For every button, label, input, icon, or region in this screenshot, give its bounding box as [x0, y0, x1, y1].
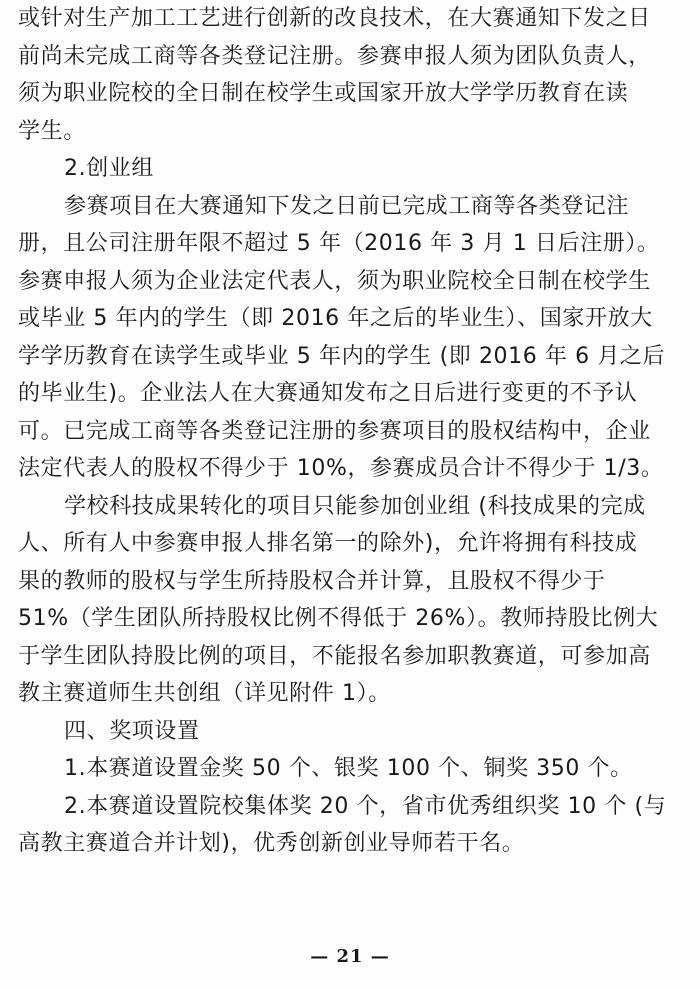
text-line-16: 果的教师的股权与学生所持股权合并计算，且股权不得少于 — [18, 568, 606, 594]
text-line-6: 参赛项目在大赛通知下发之日前已完成工商等各类登记注 — [64, 193, 630, 219]
section-heading-awards: 四、奖项设置 — [64, 718, 200, 744]
text-line-23: 高教主赛道合并计划)，优秀创新创业导师若干名。 — [18, 831, 525, 856]
text-line-21: 1.本赛道设置金奖 50 个、银奖 100 个、铜奖 350 个。 — [64, 756, 633, 781]
text-line-1: 或针对生产加工工艺进行创新的改良技术，在大赛通知下发之日 — [18, 6, 651, 31]
document-body — [18, 0, 684, 863]
text-line-22: 2.本赛道设置院校集体奖 20 个，省市优秀组织奖 10 个 (与 — [64, 793, 667, 819]
text-line-3: 须为职业院校的全日制在校学生或国家开放大学学历教育在读 — [18, 81, 629, 106]
section-heading-startup-group: 2.创业组 — [64, 156, 154, 181]
text-line-9: 或毕业 5 年内的学生（即 2016 年之后的毕业生）、国家开放大 — [18, 306, 653, 331]
text-line-14: 学校科技成果转化的项目只能参加创业组 (科技成果的完成 — [64, 493, 646, 519]
page-number: — 21 — — [310, 946, 390, 967]
text-line-10: 学学历教育在读学生或毕业 5 年内的学生 (即 2016 年 6 月之后 — [18, 343, 666, 369]
text-line-19: 教主赛道师生共创组（详见附件 1）。 — [18, 681, 391, 706]
text-line-13: 法定代表人的股权不得少于 10%，参赛成员合计不得少于 1/3。 — [18, 456, 664, 481]
text-line-12: 可。已完成工商等各类登记注册的参赛项目的股权结构中，企业 — [18, 418, 651, 444]
text-line-18: 于学生团队持股比例的项目，不能报名参加职教赛道，可参加高 — [18, 643, 651, 669]
text-line-8: 参赛申报人须为企业法定代表人，须为职业院校全日制在校学生 — [18, 268, 651, 294]
text-line-4: 学生。 — [18, 118, 86, 144]
text-line-11: 的毕业生)。企业法人在大赛通知发布之日后进行变更的不予认 — [18, 381, 638, 406]
text-line-2: 前尚未完成工商等各类登记注册。参赛申报人须为团队负责人， — [18, 43, 651, 69]
text-line-17: 51%（学生团队所持股权比例不得低于 26%）。教师持股比例大 — [18, 606, 659, 631]
text-line-15: 人、所有人中参赛申报人排名第一的除外)，允许将拥有科技成 — [18, 531, 638, 556]
text-line-7: 册，且公司注册年限不超过 5 年（2016 年 3 月 1 日后注册）。 — [18, 231, 660, 256]
